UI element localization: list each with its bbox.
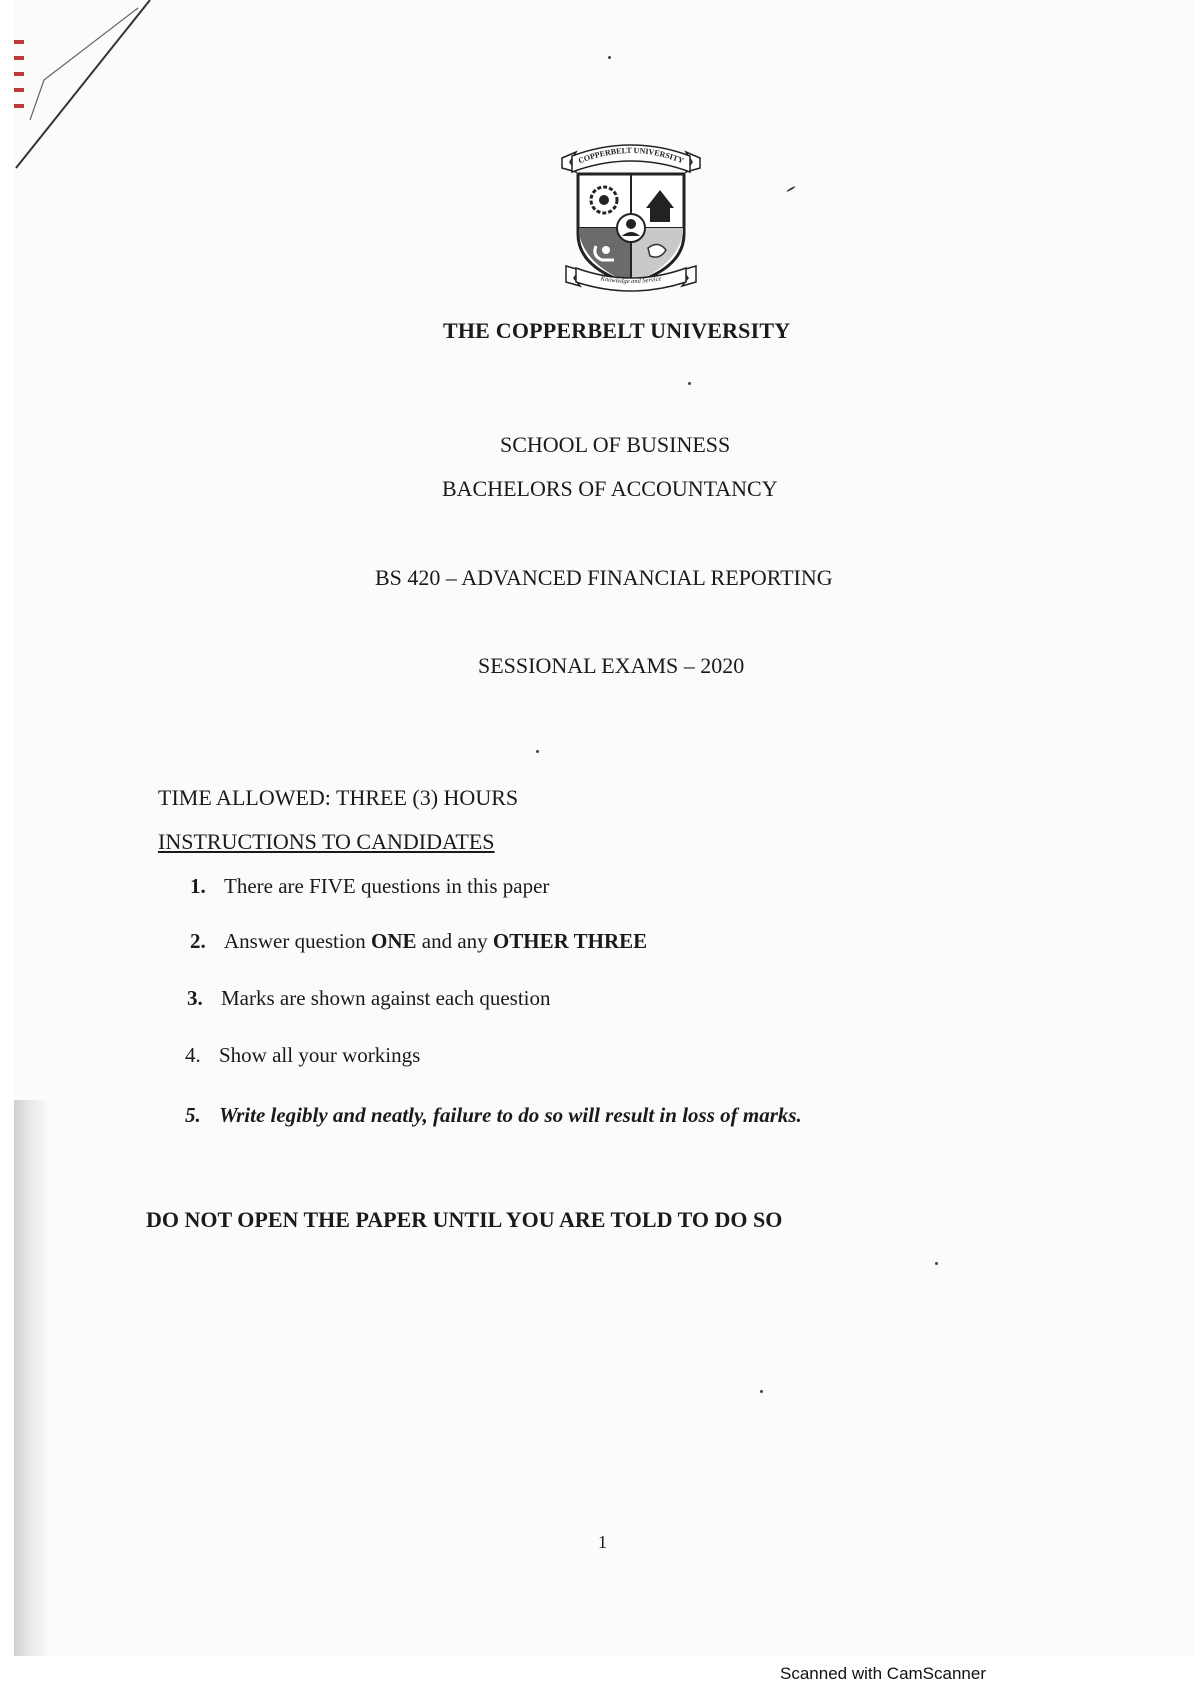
instruction-item: [185, 1103, 802, 1128]
degree-name: BACHELORS OF ACCOUNTANCY: [442, 476, 778, 501]
instruction-number: 1.: [190, 874, 206, 898]
instruction-text: There are FIVE questions in this paper: [224, 874, 550, 898]
instruction-item: [190, 929, 647, 954]
instruction-item: [187, 986, 551, 1011]
university-crest-logo: [556, 138, 706, 298]
instruction-text: Marks are shown against each question: [221, 986, 551, 1010]
svg-text:Knowledge and Service: Knowledge and Service: [600, 275, 662, 286]
instruction-item: [190, 874, 549, 899]
scan-speck: [536, 750, 539, 753]
scan-speck: [608, 56, 611, 59]
instruction-number: 3.: [187, 986, 203, 1010]
folded-corner-mark: [0, 0, 160, 180]
page-number: 1: [598, 1532, 607, 1552]
university-name: THE COPPERBELT UNIVERSITY: [443, 318, 791, 343]
instruction-text-mid: and any: [416, 929, 493, 953]
instruction-text: Show all your workings: [219, 1043, 421, 1067]
scan-edge-shadow: [14, 1100, 50, 1656]
instruction-number: 2.: [190, 929, 206, 953]
instruction-emphasis-one: ONE: [370, 929, 417, 953]
scan-speck: [688, 382, 691, 385]
instruction-number: 4.: [185, 1043, 201, 1067]
time-allowed: TIME ALLOWED: THREE (3) HOURS: [158, 785, 519, 810]
scan-speck: [935, 1262, 938, 1265]
instruction-item: [185, 1043, 420, 1068]
instruction-text: Write legibly and neatly, failure to do so will result in loss of marks.: [219, 1103, 802, 1127]
instruction-number: 5.: [185, 1103, 201, 1127]
instruction-emphasis-other-three: OTHER THREE: [492, 929, 648, 953]
session-label: SESSIONAL EXAMS – 2020: [478, 653, 745, 678]
instruction-text-pre: Answer question: [224, 929, 371, 953]
scanner-watermark: Scanned with CamScanner: [780, 1664, 987, 1683]
scan-speck: [760, 1390, 763, 1393]
school-name: SCHOOL OF BUSINESS: [500, 432, 731, 457]
course-title: BS 420 – ADVANCED FINANCIAL REPORTING: [375, 565, 833, 590]
instructions-heading: INSTRUCTIONS TO CANDIDATES: [158, 829, 495, 854]
exam-warning: DO NOT OPEN THE PAPER UNTIL YOU ARE TOLD TO DO SO: [146, 1207, 783, 1232]
svg-text:COPPERBELT UNIVERSITY: COPPERBELT UNIVERSITY: [577, 145, 685, 166]
